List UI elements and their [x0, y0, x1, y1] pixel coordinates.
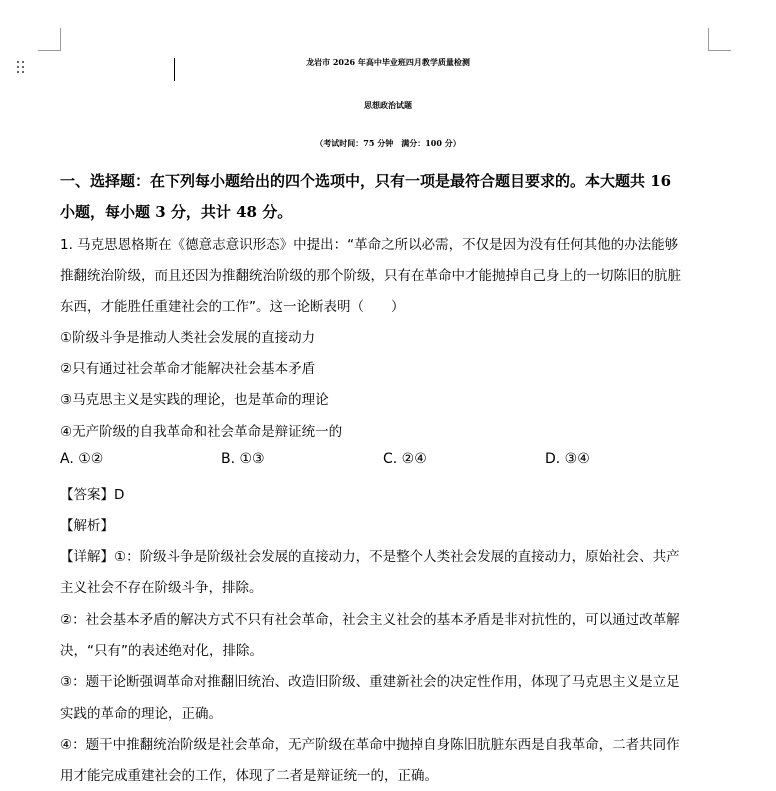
option-a: A. ①②	[60, 451, 104, 467]
statement-item: ③马克思主义是实践的理论，也是革命的理论	[60, 392, 329, 408]
analysis-label: 【解析】	[60, 518, 114, 534]
question-stem-line-2: 推翻统治阶级，而且还因为推翻统治阶级的那个阶级，只有在革命中才能抛掉自己身上的一切陈旧的肮脏	[60, 268, 681, 284]
page-corner-mark-top-left	[38, 28, 61, 51]
exam-meta: （考试时间：75 分钟 满分：100 分）	[315, 138, 461, 148]
detail-line-7: ④：题干中推翻统治阶级是社会革命，无产阶级在革命中抛掉自身陈旧肮脏东西是自我革命，二者共同作	[60, 737, 680, 753]
option-c: C. ②④	[383, 451, 427, 467]
detail-line-1: 【详解】①：阶级斗争是阶级社会发展的直接动力，不是整个人类社会发展的直接动力，原始社会、共产	[60, 549, 680, 565]
detail-line-5: ③：题干论断强调革命对推翻旧统治、改造旧阶级、重建新社会的决定性作用，体现了马克思主义是立足	[60, 674, 680, 690]
detail-line-6: 实践的革命的理论，正确。	[60, 706, 222, 722]
detail-line-4: 决，“只有”的表述绝对化，排除。	[60, 643, 263, 659]
detail-line-8: 用才能完成重建社会的工作，体现了二者是辩证统一的，正确。	[60, 768, 438, 784]
exam-title: 龙岩市 2026 年高中毕业班四月教学质量检测	[306, 57, 470, 67]
statement-item: ②只有通过社会革命才能解决社会基本矛盾	[60, 361, 316, 377]
answer-line: 【答案】D	[60, 487, 125, 503]
section-heading-line-1: 一、选择题：在下列每小题给出的四个选项中，只有一项是最符合题目要求的。本大题共 16	[60, 172, 672, 190]
statement-item: ④无产阶级的自我革命和社会革命是辩证统一的	[60, 424, 343, 440]
detail-line-2: 主义社会不存在阶级斗争，排除。	[60, 580, 263, 596]
exam-subtitle: 思想政治试题	[364, 100, 412, 110]
question-stem-line-1: 1. 马克思恩格斯在《德意志意识形态》中提出：“革命之所以必需，不仅是因为没有任何其他的办法能够	[60, 237, 679, 253]
page-corner-mark-top-right	[708, 28, 731, 51]
option-d: D. ③④	[545, 451, 590, 467]
question-stem-line-3: 东西，才能胜任重建社会的工作”。这一论断表明（ ）	[60, 299, 405, 315]
detail-line-3: ②：社会基本矛盾的解决方式不只有社会革命，社会主义社会的基本矛盾是非对抗性的，可以通过改革解	[60, 612, 680, 628]
statement-item: ①阶级斗争是推动人类社会发展的直接动力	[60, 330, 316, 346]
section-heading-line-2: 小题，每小题 3 分，共计 48 分。	[60, 203, 293, 221]
option-b: B. ①③	[221, 451, 265, 467]
